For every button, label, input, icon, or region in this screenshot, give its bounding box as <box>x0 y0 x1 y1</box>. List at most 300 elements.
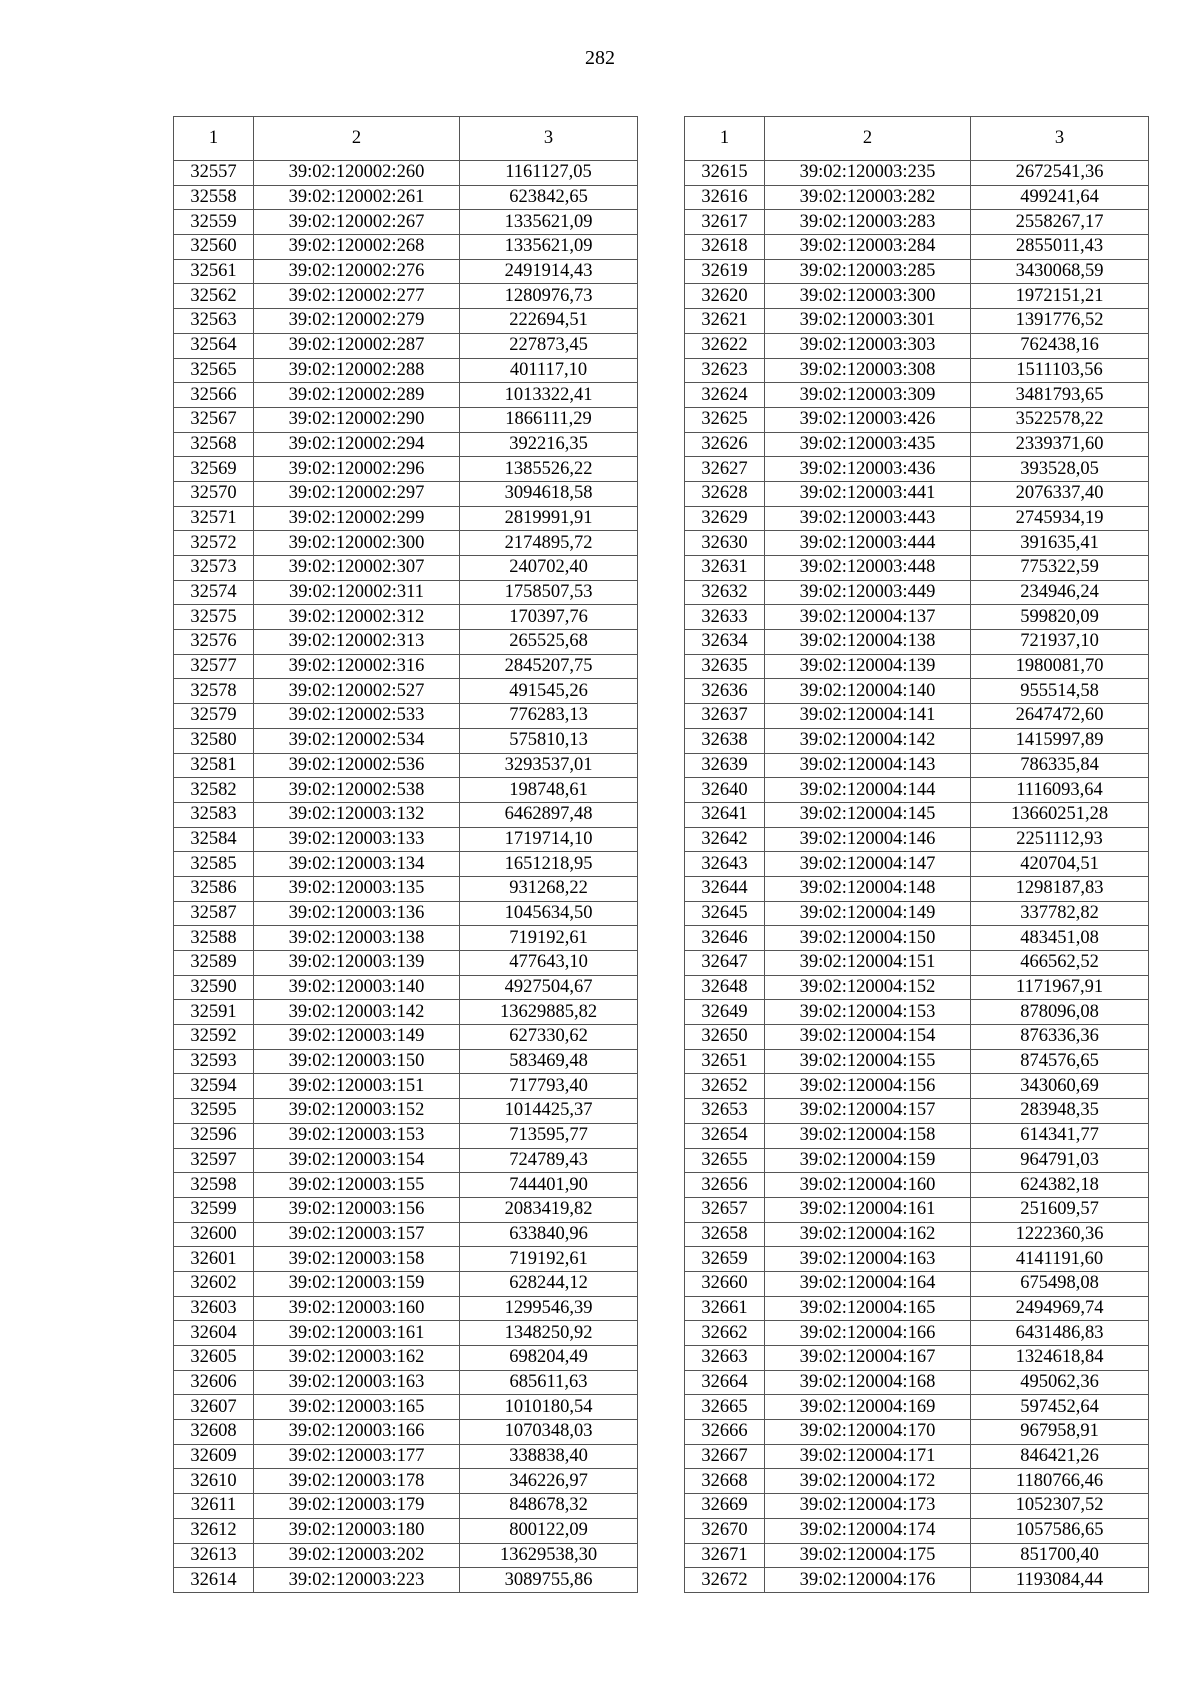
cadastral-number-cell: 39:02:120003:155 <box>254 1173 460 1198</box>
table-row <box>685 1444 1149 1469</box>
value-cell: 466562,52 <box>971 951 1149 976</box>
right-table-body <box>685 161 1149 1593</box>
row-number-cell: 32612 <box>174 1518 254 1543</box>
row-number-cell: 32560 <box>174 235 254 260</box>
table-row <box>685 951 1149 976</box>
cadastral-number-cell: 39:02:120003:309 <box>765 383 971 408</box>
cadastral-number-cell: 39:02:120004:142 <box>765 728 971 753</box>
value-cell: 420704,51 <box>971 852 1149 877</box>
cadastral-number-cell: 39:02:120004:171 <box>765 1444 971 1469</box>
value-cell: 2076337,40 <box>971 481 1149 506</box>
row-number-cell: 32621 <box>685 309 765 334</box>
value-cell: 800122,09 <box>460 1518 638 1543</box>
row-number-cell: 32626 <box>685 432 765 457</box>
table-row <box>174 556 638 581</box>
row-number-cell: 32651 <box>685 1049 765 1074</box>
table-row <box>174 1099 638 1124</box>
value-cell: 1385526,22 <box>460 457 638 482</box>
cadastral-number-cell: 39:02:120002:312 <box>254 605 460 630</box>
table-row <box>174 926 638 951</box>
cadastral-number-cell: 39:02:120002:300 <box>254 531 460 556</box>
value-cell: 955514,58 <box>971 679 1149 704</box>
row-number-cell: 32647 <box>685 951 765 976</box>
value-cell: 1057586,65 <box>971 1518 1149 1543</box>
row-number-cell: 32639 <box>685 753 765 778</box>
row-number-cell: 32614 <box>174 1568 254 1593</box>
row-number-cell: 32610 <box>174 1469 254 1494</box>
cadastral-number-cell: 39:02:120002:276 <box>254 259 460 284</box>
row-number-cell: 32586 <box>174 876 254 901</box>
value-cell: 1972151,21 <box>971 284 1149 309</box>
cadastral-number-cell: 39:02:120004:141 <box>765 704 971 729</box>
row-number-cell: 32605 <box>174 1346 254 1371</box>
cadastral-number-cell: 39:02:120002:289 <box>254 383 460 408</box>
value-cell: 13629885,82 <box>460 1000 638 1025</box>
value-cell: 846421,26 <box>971 1444 1149 1469</box>
row-number-cell: 32596 <box>174 1123 254 1148</box>
value-cell: 623842,65 <box>460 185 638 210</box>
table-row <box>174 1346 638 1371</box>
cadastral-number-cell: 39:02:120002:536 <box>254 753 460 778</box>
cadastral-number-cell: 39:02:120003:441 <box>765 481 971 506</box>
cadastral-number-cell: 39:02:120002:294 <box>254 432 460 457</box>
cadastral-number-cell: 39:02:120004:148 <box>765 876 971 901</box>
row-number-cell: 32638 <box>685 728 765 753</box>
row-number-cell: 32653 <box>685 1099 765 1124</box>
table-row <box>174 605 638 630</box>
value-cell: 2672541,36 <box>971 161 1149 186</box>
left-table <box>173 116 638 1593</box>
table-row <box>174 1123 638 1148</box>
row-number-cell: 32607 <box>174 1395 254 1420</box>
row-number-cell: 32662 <box>685 1321 765 1346</box>
value-cell: 1161127,05 <box>460 161 638 186</box>
cadastral-number-cell: 39:02:120004:158 <box>765 1123 971 1148</box>
table-row <box>685 679 1149 704</box>
row-number-cell: 32574 <box>174 580 254 605</box>
cadastral-number-cell: 39:02:120002:313 <box>254 630 460 655</box>
table-row <box>174 358 638 383</box>
row-number-cell: 32590 <box>174 975 254 1000</box>
value-cell: 6431486,83 <box>971 1321 1149 1346</box>
row-number-cell: 32565 <box>174 358 254 383</box>
cadastral-number-cell: 39:02:120002:279 <box>254 309 460 334</box>
cadastral-number-cell: 39:02:120002:290 <box>254 407 460 432</box>
table-row <box>174 1444 638 1469</box>
cadastral-number-cell: 39:02:120003:283 <box>765 210 971 235</box>
cadastral-number-cell: 39:02:120004:137 <box>765 605 971 630</box>
table-header-row <box>174 117 638 161</box>
value-cell: 2558267,17 <box>971 210 1149 235</box>
value-cell: 6462897,48 <box>460 802 638 827</box>
value-cell: 499241,64 <box>971 185 1149 210</box>
table-row <box>174 1148 638 1173</box>
table-row <box>685 432 1149 457</box>
row-number-cell: 32568 <box>174 432 254 457</box>
value-cell: 2339371,60 <box>971 432 1149 457</box>
cadastral-number-cell: 39:02:120003:163 <box>254 1370 460 1395</box>
table-row <box>174 1469 638 1494</box>
value-cell: 222694,51 <box>460 309 638 334</box>
value-cell: 1013322,41 <box>460 383 638 408</box>
value-cell: 2855011,43 <box>971 235 1149 260</box>
cadastral-number-cell: 39:02:120003:308 <box>765 358 971 383</box>
row-number-cell: 32623 <box>685 358 765 383</box>
value-cell: 1298187,83 <box>971 876 1149 901</box>
row-number-cell: 32569 <box>174 457 254 482</box>
table-row <box>174 1420 638 1445</box>
table-row <box>685 358 1149 383</box>
value-cell: 1070348,03 <box>460 1420 638 1445</box>
table-row <box>685 1099 1149 1124</box>
row-number-cell: 32652 <box>685 1074 765 1099</box>
row-number-cell: 32594 <box>174 1074 254 1099</box>
row-number-cell: 32668 <box>685 1469 765 1494</box>
row-number-cell: 32650 <box>685 1025 765 1050</box>
value-cell: 1719714,10 <box>460 827 638 852</box>
table-row <box>685 457 1149 482</box>
row-number-cell: 32631 <box>685 556 765 581</box>
row-number-cell: 32649 <box>685 1000 765 1025</box>
row-number-cell: 32609 <box>174 1444 254 1469</box>
row-number-cell: 32573 <box>174 556 254 581</box>
value-cell: 874576,65 <box>971 1049 1149 1074</box>
right-table <box>684 116 1149 1593</box>
table-row <box>685 1321 1149 1346</box>
cadastral-number-cell: 39:02:120003:151 <box>254 1074 460 1099</box>
value-cell: 240702,40 <box>460 556 638 581</box>
value-cell: 2083419,82 <box>460 1197 638 1222</box>
row-number-cell: 32622 <box>685 333 765 358</box>
value-cell: 614341,77 <box>971 1123 1149 1148</box>
value-cell: 775322,59 <box>971 556 1149 581</box>
cadastral-number-cell: 39:02:120004:155 <box>765 1049 971 1074</box>
cadastral-number-cell: 39:02:120004:157 <box>765 1099 971 1124</box>
row-number-cell: 32656 <box>685 1173 765 1198</box>
cadastral-number-cell: 39:02:120002:261 <box>254 185 460 210</box>
cadastral-number-cell: 39:02:120003:133 <box>254 827 460 852</box>
row-number-cell: 32663 <box>685 1346 765 1371</box>
table-row <box>174 630 638 655</box>
cadastral-number-cell: 39:02:120004:172 <box>765 1469 971 1494</box>
row-number-cell: 32665 <box>685 1395 765 1420</box>
cadastral-number-cell: 39:02:120003:142 <box>254 1000 460 1025</box>
row-number-cell: 32666 <box>685 1420 765 1445</box>
cadastral-number-cell: 39:02:120003:301 <box>765 309 971 334</box>
table-row <box>685 1296 1149 1321</box>
table-row <box>685 1247 1149 1272</box>
cadastral-number-cell: 39:02:120003:165 <box>254 1395 460 1420</box>
row-number-cell: 32648 <box>685 975 765 1000</box>
table-row <box>685 284 1149 309</box>
row-number-cell: 32657 <box>685 1197 765 1222</box>
value-cell: 1348250,92 <box>460 1321 638 1346</box>
table-row <box>174 506 638 531</box>
column-header: 1 <box>174 117 254 161</box>
row-number-cell: 32671 <box>685 1543 765 1568</box>
table-header-row <box>685 117 1149 161</box>
row-number-cell: 32567 <box>174 407 254 432</box>
cadastral-number-cell: 39:02:120002:533 <box>254 704 460 729</box>
cadastral-number-cell: 39:02:120003:284 <box>765 235 971 260</box>
table-row <box>685 975 1149 1000</box>
cadastral-number-cell: 39:02:120002:307 <box>254 556 460 581</box>
table-row <box>174 531 638 556</box>
row-number-cell: 32664 <box>685 1370 765 1395</box>
table-row <box>174 1296 638 1321</box>
cadastral-number-cell: 39:02:120004:151 <box>765 951 971 976</box>
value-cell: 4927504,67 <box>460 975 638 1000</box>
table-row <box>174 654 638 679</box>
row-number-cell: 32595 <box>174 1099 254 1124</box>
value-cell: 624382,18 <box>971 1173 1149 1198</box>
row-number-cell: 32604 <box>174 1321 254 1346</box>
row-number-cell: 32585 <box>174 852 254 877</box>
cadastral-number-cell: 39:02:120004:176 <box>765 1568 971 1593</box>
value-cell: 1415997,89 <box>971 728 1149 753</box>
cadastral-number-cell: 39:02:120003:303 <box>765 333 971 358</box>
table-row <box>174 161 638 186</box>
row-number-cell: 32637 <box>685 704 765 729</box>
cadastral-number-cell: 39:02:120004:162 <box>765 1222 971 1247</box>
row-number-cell: 32581 <box>174 753 254 778</box>
value-cell: 776283,13 <box>460 704 638 729</box>
value-cell: 964791,03 <box>971 1148 1149 1173</box>
value-cell: 2251112,93 <box>971 827 1149 852</box>
cadastral-number-cell: 39:02:120004:167 <box>765 1346 971 1371</box>
cadastral-number-cell: 39:02:120004:163 <box>765 1247 971 1272</box>
table-row <box>174 852 638 877</box>
value-cell: 2174895,72 <box>460 531 638 556</box>
value-cell: 3094618,58 <box>460 481 638 506</box>
value-cell: 198748,61 <box>460 778 638 803</box>
value-cell: 338838,40 <box>460 1444 638 1469</box>
table-row <box>685 1025 1149 1050</box>
table-row <box>685 827 1149 852</box>
value-cell: 392216,35 <box>460 432 638 457</box>
table-row <box>174 1000 638 1025</box>
table-row <box>685 1568 1149 1593</box>
table-row <box>685 1469 1149 1494</box>
table-row <box>174 876 638 901</box>
row-number-cell: 32643 <box>685 852 765 877</box>
row-number-cell: 32577 <box>174 654 254 679</box>
cadastral-number-cell: 39:02:120003:139 <box>254 951 460 976</box>
row-number-cell: 32616 <box>685 185 765 210</box>
cadastral-number-cell: 39:02:120004:154 <box>765 1025 971 1050</box>
value-cell: 251609,57 <box>971 1197 1149 1222</box>
value-cell: 3430068,59 <box>971 259 1149 284</box>
row-number-cell: 32584 <box>174 827 254 852</box>
value-cell: 346226,97 <box>460 1469 638 1494</box>
table-row <box>174 728 638 753</box>
row-number-cell: 32630 <box>685 531 765 556</box>
table-row <box>685 407 1149 432</box>
cadastral-number-cell: 39:02:120004:139 <box>765 654 971 679</box>
table-row <box>174 827 638 852</box>
row-number-cell: 32589 <box>174 951 254 976</box>
cadastral-number-cell: 39:02:120004:175 <box>765 1543 971 1568</box>
cadastral-number-cell: 39:02:120003:160 <box>254 1296 460 1321</box>
row-number-cell: 32606 <box>174 1370 254 1395</box>
table-row <box>685 1148 1149 1173</box>
value-cell: 1324618,84 <box>971 1346 1149 1371</box>
row-number-cell: 32563 <box>174 309 254 334</box>
row-number-cell: 32576 <box>174 630 254 655</box>
value-cell: 391635,41 <box>971 531 1149 556</box>
value-cell: 4141191,60 <box>971 1247 1149 1272</box>
table-row <box>685 481 1149 506</box>
table-row <box>174 210 638 235</box>
value-cell: 1280976,73 <box>460 284 638 309</box>
table-row <box>685 506 1149 531</box>
table-row <box>685 1543 1149 1568</box>
row-number-cell: 32583 <box>174 802 254 827</box>
value-cell: 762438,16 <box>971 333 1149 358</box>
value-cell: 2491914,43 <box>460 259 638 284</box>
table-row <box>685 1000 1149 1025</box>
value-cell: 483451,08 <box>971 926 1149 951</box>
cadastral-number-cell: 39:02:120002:311 <box>254 580 460 605</box>
row-number-cell: 32578 <box>174 679 254 704</box>
cadastral-number-cell: 39:02:120002:268 <box>254 235 460 260</box>
table-row <box>174 383 638 408</box>
value-cell: 1335621,09 <box>460 235 638 260</box>
value-cell: 1014425,37 <box>460 1099 638 1124</box>
row-number-cell: 32646 <box>685 926 765 951</box>
row-number-cell: 32599 <box>174 1197 254 1222</box>
row-number-cell: 32633 <box>685 605 765 630</box>
value-cell: 401117,10 <box>460 358 638 383</box>
row-number-cell: 32600 <box>174 1222 254 1247</box>
cadastral-number-cell: 39:02:120004:174 <box>765 1518 971 1543</box>
value-cell: 628244,12 <box>460 1271 638 1296</box>
cadastral-number-cell: 39:02:120003:140 <box>254 975 460 1000</box>
row-number-cell: 32559 <box>174 210 254 235</box>
cadastral-number-cell: 39:02:120003:162 <box>254 1346 460 1371</box>
table-row <box>174 753 638 778</box>
table-row <box>174 1049 638 1074</box>
table-row <box>685 1222 1149 1247</box>
value-cell: 234946,24 <box>971 580 1149 605</box>
value-cell: 1052307,52 <box>971 1494 1149 1519</box>
value-cell: 265525,68 <box>460 630 638 655</box>
value-cell: 495062,36 <box>971 1370 1149 1395</box>
value-cell: 13629538,30 <box>460 1543 638 1568</box>
value-cell: 1171967,91 <box>971 975 1149 1000</box>
table-row <box>174 333 638 358</box>
table-row <box>685 1346 1149 1371</box>
cadastral-number-cell: 39:02:120003:135 <box>254 876 460 901</box>
table-row <box>174 1370 638 1395</box>
value-cell: 2647472,60 <box>971 704 1149 729</box>
table-row <box>685 778 1149 803</box>
row-number-cell: 32669 <box>685 1494 765 1519</box>
table-row <box>685 901 1149 926</box>
table-row <box>174 1222 638 1247</box>
value-cell: 283948,35 <box>971 1099 1149 1124</box>
cadastral-number-cell: 39:02:120004:159 <box>765 1148 971 1173</box>
cadastral-number-cell: 39:02:120003:435 <box>765 432 971 457</box>
value-cell: 713595,77 <box>460 1123 638 1148</box>
value-cell: 227873,45 <box>460 333 638 358</box>
value-cell: 675498,08 <box>971 1271 1149 1296</box>
value-cell: 719192,61 <box>460 926 638 951</box>
cadastral-number-cell: 39:02:120002:277 <box>254 284 460 309</box>
value-cell: 477643,10 <box>460 951 638 976</box>
value-cell: 786335,84 <box>971 753 1149 778</box>
table-row <box>685 728 1149 753</box>
cadastral-number-cell: 39:02:120004:147 <box>765 852 971 877</box>
cadastral-number-cell: 39:02:120004:138 <box>765 630 971 655</box>
cadastral-number-cell: 39:02:120004:145 <box>765 802 971 827</box>
cadastral-number-cell: 39:02:120004:161 <box>765 1197 971 1222</box>
value-cell: 1010180,54 <box>460 1395 638 1420</box>
cadastral-number-cell: 39:02:120004:143 <box>765 753 971 778</box>
row-number-cell: 32602 <box>174 1271 254 1296</box>
value-cell: 717793,40 <box>460 1074 638 1099</box>
value-cell: 876336,36 <box>971 1025 1149 1050</box>
value-cell: 599820,09 <box>971 605 1149 630</box>
table-row <box>685 926 1149 951</box>
value-cell: 1758507,53 <box>460 580 638 605</box>
row-number-cell: 32625 <box>685 407 765 432</box>
row-number-cell: 32624 <box>685 383 765 408</box>
row-number-cell: 32629 <box>685 506 765 531</box>
value-cell: 724789,43 <box>460 1148 638 1173</box>
cadastral-number-cell: 39:02:120003:158 <box>254 1247 460 1272</box>
table-row <box>685 210 1149 235</box>
table-row <box>174 407 638 432</box>
row-number-cell: 32659 <box>685 1247 765 1272</box>
cadastral-number-cell: 39:02:120004:150 <box>765 926 971 951</box>
cadastral-number-cell: 39:02:120002:534 <box>254 728 460 753</box>
row-number-cell: 32566 <box>174 383 254 408</box>
cadastral-number-cell: 39:02:120004:164 <box>765 1271 971 1296</box>
table-row <box>174 901 638 926</box>
row-number-cell: 32598 <box>174 1173 254 1198</box>
row-number-cell: 32603 <box>174 1296 254 1321</box>
value-cell: 337782,82 <box>971 901 1149 926</box>
cadastral-number-cell: 39:02:120004:140 <box>765 679 971 704</box>
table-row <box>685 704 1149 729</box>
cadastral-number-cell: 39:02:120003:136 <box>254 901 460 926</box>
cadastral-number-cell: 39:02:120004:146 <box>765 827 971 852</box>
table-row <box>685 556 1149 581</box>
cadastral-number-cell: 39:02:120002:538 <box>254 778 460 803</box>
row-number-cell: 32575 <box>174 605 254 630</box>
table-row <box>174 704 638 729</box>
row-number-cell: 32667 <box>685 1444 765 1469</box>
value-cell: 1980081,70 <box>971 654 1149 679</box>
cadastral-number-cell: 39:02:120004:165 <box>765 1296 971 1321</box>
table-row <box>174 1395 638 1420</box>
value-cell: 491545,26 <box>460 679 638 704</box>
row-number-cell: 32620 <box>685 284 765 309</box>
value-cell: 343060,69 <box>971 1074 1149 1099</box>
cadastral-number-cell: 39:02:120004:144 <box>765 778 971 803</box>
table-row <box>174 432 638 457</box>
row-number-cell: 32557 <box>174 161 254 186</box>
table-row <box>174 284 638 309</box>
table-row <box>685 531 1149 556</box>
value-cell: 2845207,75 <box>460 654 638 679</box>
cadastral-number-cell: 39:02:120004:160 <box>765 1173 971 1198</box>
cadastral-number-cell: 39:02:120003:179 <box>254 1494 460 1519</box>
table-row <box>174 1025 638 1050</box>
cadastral-number-cell: 39:02:120003:443 <box>765 506 971 531</box>
column-header: 3 <box>460 117 638 161</box>
